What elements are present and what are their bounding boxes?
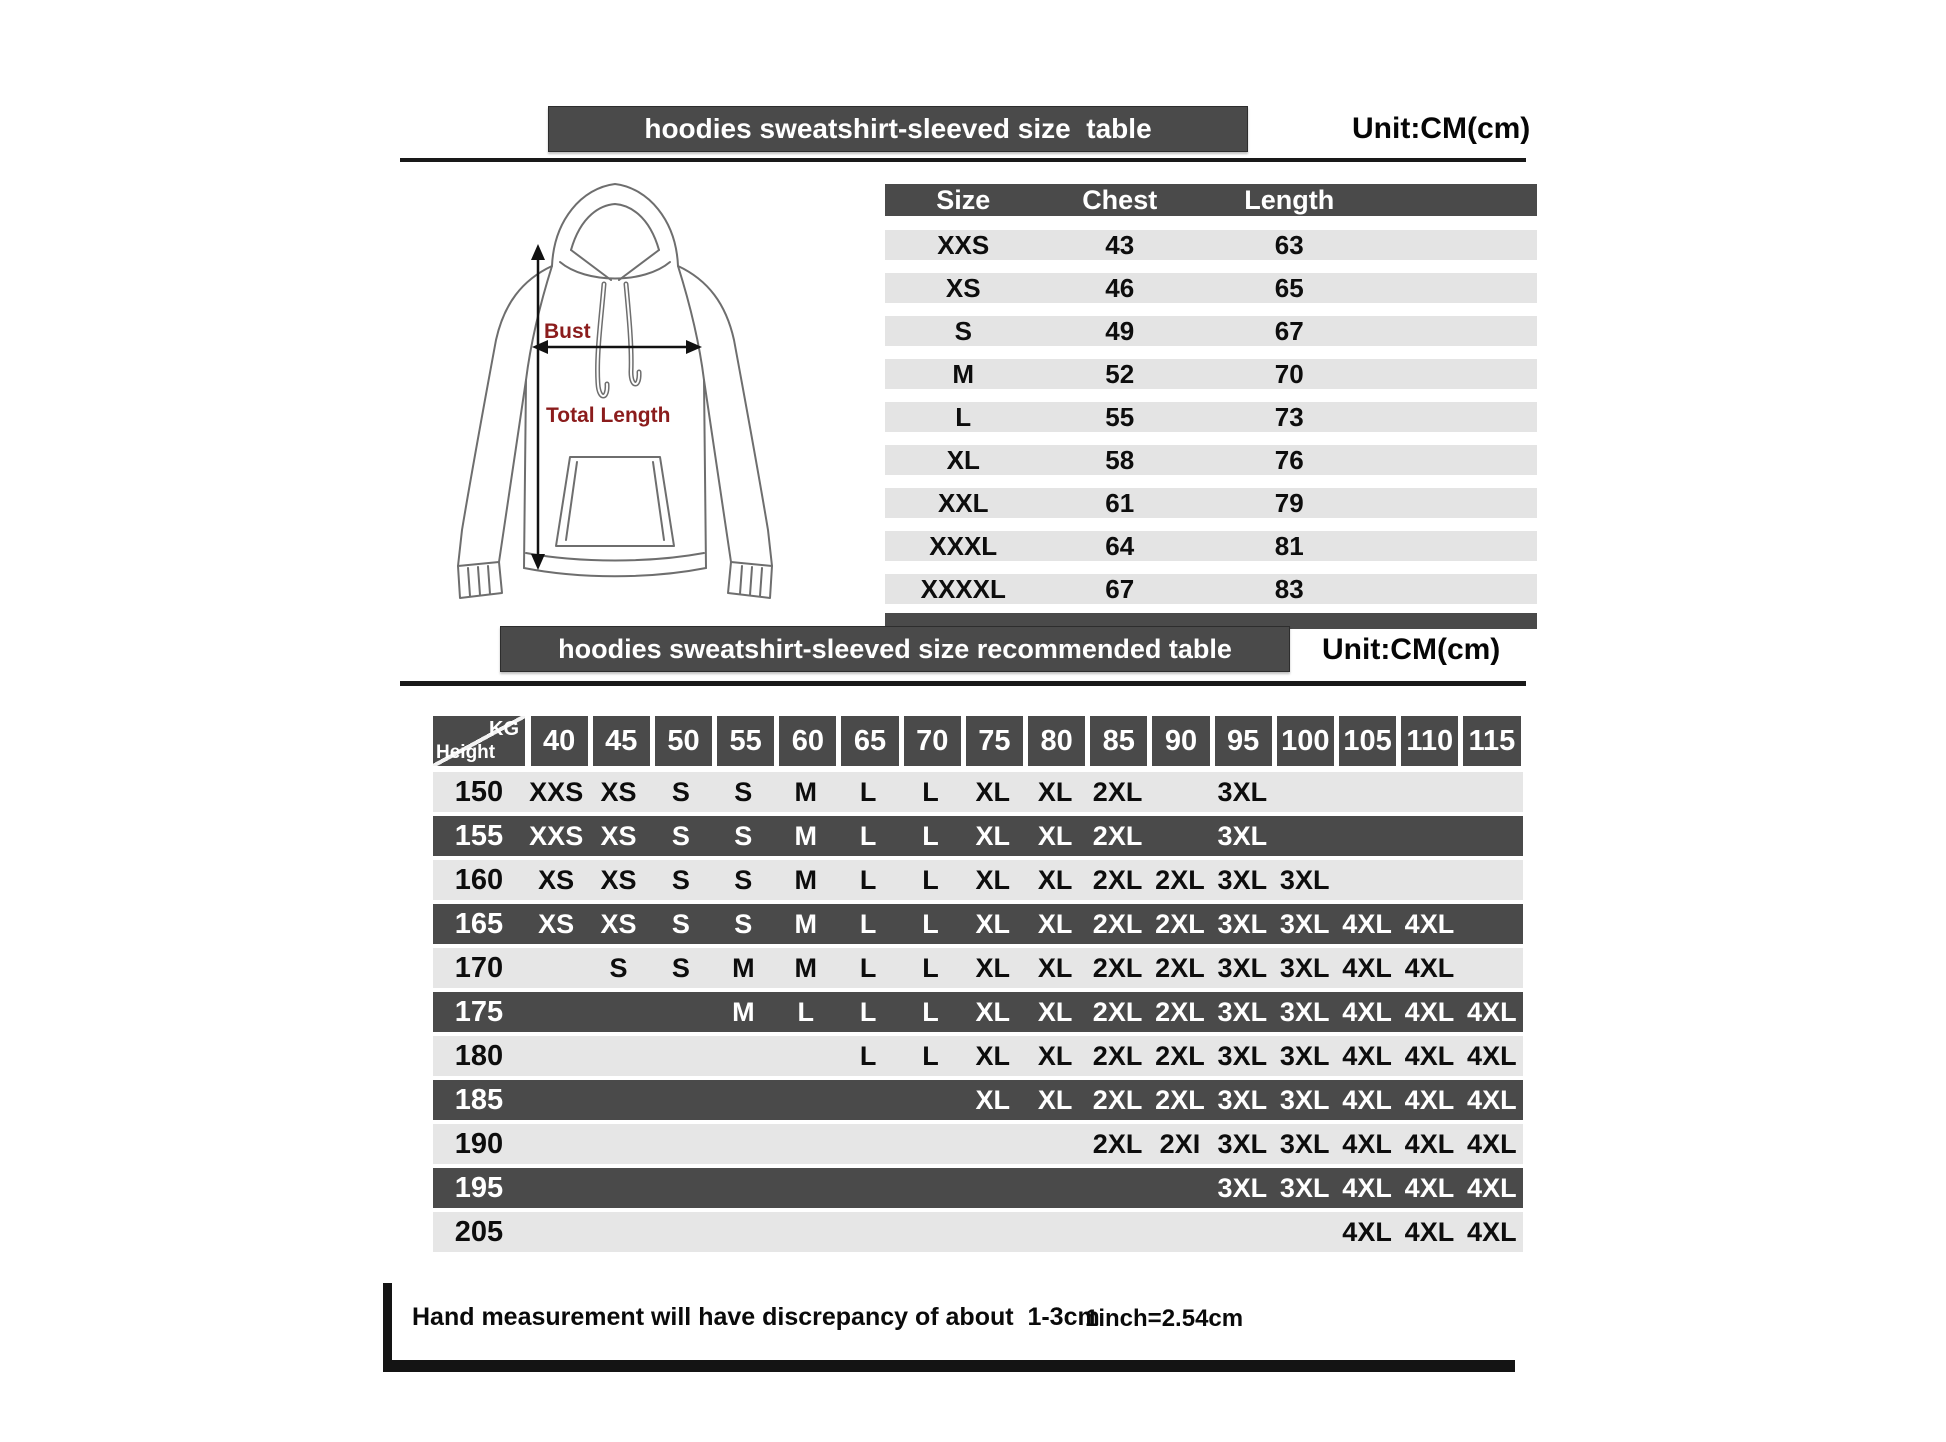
height-value-cell: 165	[454, 907, 504, 940]
recommended-size-cell: L	[922, 908, 939, 939]
recommended-size-cell: 4XL	[1467, 1128, 1517, 1159]
chest-column-header: Chest	[1082, 184, 1158, 215]
recommended-size-cell	[1274, 1212, 1336, 1252]
recommended-size-cell: 4XL	[1342, 1216, 1392, 1247]
recommended-table-row	[433, 816, 1523, 856]
recommended-size-cell	[899, 1124, 961, 1164]
recommended-size-cell	[1461, 948, 1523, 988]
recommended-size-cell	[650, 1036, 712, 1076]
recommended-size-cell	[1461, 772, 1523, 812]
weight-header-cell: 110	[1401, 716, 1458, 766]
recommended-table-row	[433, 948, 1523, 988]
weight-header-cell: 115	[1463, 716, 1520, 766]
recommended-size-cell	[1024, 1212, 1086, 1252]
size-table-body	[885, 230, 1537, 604]
recommended-size-cell	[712, 1124, 774, 1164]
recommended-size-cell: 2XL	[1155, 908, 1205, 939]
recommended-size-cell: 2XL	[1155, 952, 1205, 983]
recommended-size-cell: L	[922, 820, 939, 851]
hoodie-measurement-diagram	[420, 168, 870, 608]
recommended-size-cell: 3XL	[1217, 1040, 1268, 1071]
recommended-size-cell: 3XL	[1279, 1084, 1330, 1115]
height-label: Height	[436, 742, 496, 763]
recommended-size-cell	[962, 1168, 1024, 1208]
recommended-size-cells	[525, 1212, 1523, 1252]
recommended-size-cells	[525, 1124, 1523, 1164]
recommended-size-cell	[650, 1212, 712, 1252]
recommended-size-cell	[1336, 816, 1398, 856]
recommended-size-cell: M	[794, 820, 817, 851]
recommended-size-cell	[525, 1212, 587, 1252]
recommended-table-row	[433, 772, 1523, 812]
weight-header-cell: 90	[1152, 716, 1209, 766]
recommended-size-cell: 4XL	[1342, 952, 1392, 983]
recommended-size-cell: 2XL	[1092, 952, 1143, 983]
recommended-size-cells	[525, 904, 1523, 944]
recommended-size-cell	[587, 1080, 649, 1120]
size-table-header	[885, 184, 1537, 216]
recommended-size-cell: 4XL	[1404, 1216, 1455, 1247]
recommended-size-cell: 4XL	[1404, 952, 1455, 983]
weight-header-cell: 65	[841, 716, 898, 766]
recommended-size-cell	[525, 1080, 587, 1120]
recommended-size-cell: L	[922, 952, 939, 983]
recommended-size-cell	[899, 1168, 961, 1208]
recommended-size-cell: 4XL	[1467, 996, 1517, 1027]
length-column-header: Length	[1244, 184, 1335, 215]
size-value: XXL	[937, 488, 989, 518]
size-value: L	[955, 402, 972, 432]
kg-label: KG	[489, 718, 519, 740]
size-table	[885, 184, 1537, 629]
divider-line-2	[400, 681, 1526, 686]
recommended-size-cell	[1086, 1212, 1148, 1252]
recommended-size-cell: M	[794, 908, 817, 939]
recommended-size-cell	[525, 1124, 587, 1164]
recommended-size-cell: 2XL	[1155, 864, 1205, 895]
chest-value: 46	[1105, 273, 1135, 303]
recommended-size-cell: 2XL	[1092, 864, 1143, 895]
recommended-size-cell	[899, 1212, 961, 1252]
recommended-size-cell	[1461, 816, 1523, 856]
recommended-size-cell: 4XL	[1342, 996, 1392, 1027]
recommended-size-cell: L	[859, 820, 877, 851]
chest-value: 64	[1105, 531, 1135, 561]
recommended-size-cell: 3XL	[1279, 908, 1330, 939]
recommended-size-cells	[525, 816, 1523, 856]
chest-value: 49	[1105, 316, 1135, 346]
recommended-size-cell: 3XL	[1279, 1172, 1330, 1203]
recommended-size-cell: 3XL	[1217, 864, 1268, 895]
recommended-size-cell	[837, 1212, 899, 1252]
size-value: XS	[945, 273, 981, 303]
size-table-row	[885, 531, 1537, 561]
footer-bottom-bar	[383, 1360, 1515, 1372]
recommended-size-cell	[1149, 1168, 1211, 1208]
recommended-size-cell	[650, 992, 712, 1032]
recommended-size-cell	[1211, 1212, 1273, 1252]
recommended-size-cell: S	[671, 864, 690, 895]
recommended-table-header	[433, 716, 1523, 766]
recommended-size-cell: L	[859, 952, 877, 983]
recommended-size-cell	[1149, 772, 1211, 812]
recommended-size-cell: 3XL	[1279, 996, 1330, 1027]
recommended-size-cell: XXS	[529, 820, 584, 851]
recommended-size-cell	[1149, 816, 1211, 856]
recommended-size-cell: L	[859, 908, 877, 939]
chest-value: 61	[1105, 488, 1135, 518]
recommended-size-cells	[525, 948, 1523, 988]
recommended-size-cell: XL	[975, 996, 1011, 1027]
recommended-size-cell: XL	[1037, 996, 1073, 1027]
size-column-header: Size	[936, 184, 991, 215]
recommended-size-cell	[525, 948, 587, 988]
recommended-size-cell: L	[922, 864, 939, 895]
chest-value: 43	[1105, 230, 1135, 260]
recommended-table-row	[433, 904, 1523, 944]
size-value: M	[952, 359, 975, 389]
recommended-size-cell: S	[671, 820, 690, 851]
recommended-table-row	[433, 1212, 1523, 1252]
chest-value: 52	[1105, 359, 1135, 389]
recommended-size-cell	[587, 1124, 649, 1164]
unit-label-2: Unit:CM(cm)	[1322, 633, 1501, 666]
recommended-size-cell: 2XL	[1092, 1040, 1143, 1071]
length-value: 65	[1274, 273, 1304, 303]
size-value: XL	[946, 445, 980, 475]
recommended-size-cell	[1461, 860, 1523, 900]
size-table-row	[885, 488, 1537, 518]
recommended-size-cell: M	[794, 864, 817, 895]
recommended-size-cell	[1398, 816, 1460, 856]
recommended-size-cell	[1336, 772, 1398, 812]
recommended-size-cell: XL	[1037, 864, 1073, 895]
recommended-size-cell: 3XL	[1279, 864, 1330, 895]
kg-height-corner-cell	[433, 716, 525, 766]
recommended-size-table	[433, 716, 1523, 1256]
recommended-size-cells	[525, 860, 1523, 900]
recommended-size-cell	[775, 1168, 837, 1208]
size-table-row	[885, 359, 1537, 389]
recommended-size-cell: 3XL	[1217, 1084, 1268, 1115]
recommended-size-cell: 4XL	[1404, 996, 1455, 1027]
footer-left-bar	[383, 1283, 392, 1363]
recommended-size-cell: XL	[975, 1084, 1011, 1115]
recommended-size-cell	[775, 1212, 837, 1252]
recommended-size-cell: S	[671, 776, 690, 807]
kangaroo-pocket	[556, 457, 674, 546]
recommended-size-cell: 4XL	[1342, 1084, 1392, 1115]
recommended-size-cell: XL	[1037, 1084, 1073, 1115]
recommended-size-cell: XS	[538, 908, 575, 939]
recommended-size-cell: 4XL	[1342, 1172, 1392, 1203]
recommended-size-cell: M	[732, 996, 755, 1027]
recommended-size-cell: 2XL	[1092, 908, 1143, 939]
recommended-size-cell	[899, 1080, 961, 1120]
hoodie-outline	[458, 184, 772, 598]
weight-header-cell: 55	[717, 716, 774, 766]
weight-header-cell: 75	[966, 716, 1023, 766]
size-value: S	[954, 316, 972, 346]
recommended-table-row	[433, 1036, 1523, 1076]
recommended-size-cell: 3XL	[1217, 952, 1268, 983]
recommended-size-cell: XL	[975, 820, 1011, 851]
recommended-size-cell	[650, 1168, 712, 1208]
unit-label-1: Unit:CM(cm)	[1352, 112, 1531, 145]
recommended-size-cell: 4XL	[1467, 1040, 1517, 1071]
recommended-size-cell: L	[859, 1040, 877, 1071]
length-value: 79	[1274, 488, 1304, 518]
height-value-cell: 185	[454, 1083, 504, 1116]
recommended-size-cell: 3XL	[1279, 952, 1330, 983]
recommended-size-cell: XL	[975, 1040, 1011, 1071]
total-length-label: Total Length	[546, 404, 671, 427]
recommended-size-cell	[712, 1036, 774, 1076]
recommended-size-cell: 3XL	[1217, 1128, 1268, 1159]
length-value: 70	[1274, 359, 1304, 389]
weight-header-cell: 60	[779, 716, 836, 766]
recommended-size-cell: XL	[1037, 820, 1073, 851]
weight-header-cell: 85	[1090, 716, 1147, 766]
chest-value: 55	[1105, 402, 1135, 432]
recommended-table-row	[433, 860, 1523, 900]
recommended-table-title: hoodies sweatshirt-sleeved size recommended table	[500, 626, 1290, 672]
weight-header-cell: 50	[655, 716, 712, 766]
recommended-size-cell: 2XL	[1155, 996, 1205, 1027]
recommended-size-cells	[525, 1168, 1523, 1208]
recommended-size-cell: 2XL	[1092, 996, 1143, 1027]
recommended-size-cell: XS	[600, 908, 637, 939]
divider-line-1	[400, 158, 1526, 162]
recommended-size-cell: 4XL	[1404, 1172, 1455, 1203]
height-value-cell: 160	[454, 863, 504, 896]
recommended-size-cell: XL	[975, 864, 1011, 895]
recommended-size-cell	[587, 992, 649, 1032]
recommended-size-cell: S	[671, 908, 690, 939]
size-table-row	[885, 574, 1537, 604]
recommended-size-cell: L	[859, 864, 877, 895]
recommended-size-cells	[525, 992, 1523, 1032]
recommended-size-cell: S	[734, 908, 753, 939]
recommended-size-cell	[650, 1124, 712, 1164]
recommended-size-cell	[1024, 1124, 1086, 1164]
recommended-size-cell	[587, 1212, 649, 1252]
recommended-size-cell: 2XL	[1155, 1040, 1205, 1071]
recommended-size-cell: XL	[1037, 908, 1073, 939]
recommended-size-cell: XL	[975, 908, 1011, 939]
total-length-arrow	[531, 244, 545, 570]
inch-conversion-note: 1inch=2.54cm	[1085, 1305, 1244, 1332]
recommended-size-cell	[525, 1168, 587, 1208]
recommended-size-cell	[837, 1124, 899, 1164]
recommended-size-cell: XL	[1037, 776, 1073, 807]
recommended-size-cell	[1274, 816, 1336, 856]
recommended-table-row	[433, 1124, 1523, 1164]
recommended-size-cell: XS	[538, 864, 575, 895]
recommended-size-cell: 2XL	[1092, 820, 1143, 851]
recommended-size-cell: 3XL	[1217, 776, 1268, 807]
recommended-size-cell: 3XL	[1217, 820, 1268, 851]
recommended-size-cell: S	[734, 864, 753, 895]
recommended-table-row	[433, 1168, 1523, 1208]
recommended-size-cell: M	[732, 952, 755, 983]
recommended-size-cell	[712, 1212, 774, 1252]
size-value: XXS	[937, 230, 990, 260]
recommended-size-cell: XS	[600, 864, 637, 895]
recommended-size-cell	[1274, 772, 1336, 812]
recommended-size-cell: 4XL	[1467, 1216, 1517, 1247]
height-value-cell: 155	[454, 819, 504, 852]
recommended-size-cell: 4XL	[1404, 1040, 1455, 1071]
recommended-size-cell	[775, 1124, 837, 1164]
recommended-size-cell: 2XI	[1159, 1128, 1201, 1159]
recommended-size-cell	[587, 1168, 649, 1208]
height-value-cell: 170	[454, 951, 504, 984]
length-value: 76	[1274, 445, 1304, 475]
recommended-size-cell: L	[859, 996, 877, 1027]
height-value-cell: 180	[454, 1039, 504, 1072]
recommended-size-cells	[525, 1080, 1523, 1120]
recommended-size-cell	[525, 992, 587, 1032]
recommended-size-cell: 3XL	[1279, 1128, 1330, 1159]
weight-header-cell: 80	[1028, 716, 1085, 766]
weight-header-cell: 40	[531, 716, 588, 766]
chest-value: 58	[1105, 445, 1135, 475]
measurement-discrepancy-note: Hand measurement will have discrepancy of about 1-3cm	[412, 1303, 1100, 1331]
size-table-title: hoodies sweatshirt-sleeved size table	[548, 106, 1248, 152]
height-value-cell: 150	[454, 775, 504, 808]
recommended-size-cell: 2XL	[1092, 776, 1143, 807]
recommended-size-cell: M	[794, 776, 817, 807]
recommended-size-cell: 2XL	[1092, 1128, 1143, 1159]
recommended-size-cell: 4XL	[1342, 1128, 1392, 1159]
recommended-size-cell	[1024, 1168, 1086, 1208]
recommended-size-cells	[525, 1036, 1523, 1076]
recommended-size-cell: L	[922, 1040, 939, 1071]
recommended-size-cell	[1461, 904, 1523, 944]
recommended-size-cell: S	[609, 952, 628, 983]
recommended-size-cell	[962, 1212, 1024, 1252]
recommended-size-cell: 4XL	[1404, 1128, 1455, 1159]
recommended-size-cell: 3XL	[1217, 996, 1268, 1027]
recommended-size-cell	[1149, 1212, 1211, 1252]
weight-header-cell: 70	[904, 716, 961, 766]
height-value-cell: 175	[454, 995, 504, 1028]
recommended-size-cell: 2XL	[1092, 1084, 1143, 1115]
size-table-row	[885, 316, 1537, 346]
recommended-size-cell	[775, 1036, 837, 1076]
bust-label: Bust	[544, 320, 591, 343]
recommended-size-cell	[962, 1124, 1024, 1164]
recommended-size-cell: XL	[1037, 952, 1073, 983]
length-value: 73	[1274, 402, 1304, 432]
recommended-size-cell	[1336, 860, 1398, 900]
recommended-size-cell: S	[734, 776, 753, 807]
recommended-size-cell: XL	[1037, 1040, 1073, 1071]
recommended-size-cell	[1086, 1168, 1148, 1208]
recommended-table-row	[433, 1080, 1523, 1120]
weight-header-cell: 45	[593, 716, 650, 766]
recommended-size-cell	[837, 1168, 899, 1208]
recommended-size-cell: XS	[600, 776, 637, 807]
size-value: XXXL	[929, 531, 998, 561]
size-table-row	[885, 402, 1537, 432]
recommended-size-cell: 4XL	[1467, 1172, 1517, 1203]
recommended-size-cell: 3XL	[1217, 908, 1268, 939]
recommended-size-cell	[525, 1036, 587, 1076]
recommended-size-cell: XL	[975, 952, 1011, 983]
recommended-size-cell: L	[859, 776, 877, 807]
recommended-size-cell: 3XL	[1217, 1172, 1268, 1203]
recommended-size-cell: XL	[975, 776, 1011, 807]
chest-value: 67	[1105, 574, 1135, 604]
recommended-size-cell: XS	[600, 820, 637, 851]
height-value-cell: 195	[454, 1171, 504, 1204]
height-value-cell: 190	[454, 1127, 504, 1160]
recommended-size-cell: S	[671, 952, 690, 983]
recommended-size-cell: L	[797, 996, 814, 1027]
size-table-row	[885, 273, 1537, 303]
length-value: 83	[1274, 574, 1304, 604]
height-value-cell: 205	[454, 1215, 504, 1248]
recommended-size-cells	[525, 772, 1523, 812]
recommended-size-cell: 3XL	[1279, 1040, 1330, 1071]
recommended-size-cell: L	[922, 996, 939, 1027]
recommended-table-row	[433, 992, 1523, 1032]
weight-header-cell: 105	[1339, 716, 1396, 766]
recommended-size-cell: 4XL	[1404, 1084, 1455, 1115]
size-table-row	[885, 230, 1537, 260]
recommended-size-cell: 4XL	[1467, 1084, 1517, 1115]
recommended-table-body	[433, 772, 1523, 1252]
recommended-size-cell: M	[794, 952, 817, 983]
recommended-size-cell	[1398, 860, 1460, 900]
recommended-size-cell: 4XL	[1342, 908, 1392, 939]
recommended-size-cell: 4XL	[1404, 908, 1455, 939]
length-value: 67	[1274, 316, 1304, 346]
recommended-size-cell	[775, 1080, 837, 1120]
recommended-size-cell	[1398, 772, 1460, 812]
length-value: 63	[1274, 230, 1304, 260]
recommended-size-cell: L	[922, 776, 939, 807]
recommended-size-cell: S	[734, 820, 753, 851]
recommended-size-cell	[837, 1080, 899, 1120]
weight-header-cell: 95	[1215, 716, 1272, 766]
length-value: 81	[1274, 531, 1304, 561]
weight-header-row	[528, 716, 1523, 766]
recommended-size-cell	[712, 1168, 774, 1208]
recommended-size-cell: 4XL	[1342, 1040, 1392, 1071]
size-value: XXXXL	[920, 574, 1006, 604]
size-table-row	[885, 445, 1537, 475]
weight-header-cell: 100	[1277, 716, 1334, 766]
recommended-size-cell: XXS	[529, 776, 584, 807]
recommended-size-cell: 2XL	[1155, 1084, 1205, 1115]
recommended-size-cell	[587, 1036, 649, 1076]
recommended-size-cell	[712, 1080, 774, 1120]
recommended-size-cell	[650, 1080, 712, 1120]
